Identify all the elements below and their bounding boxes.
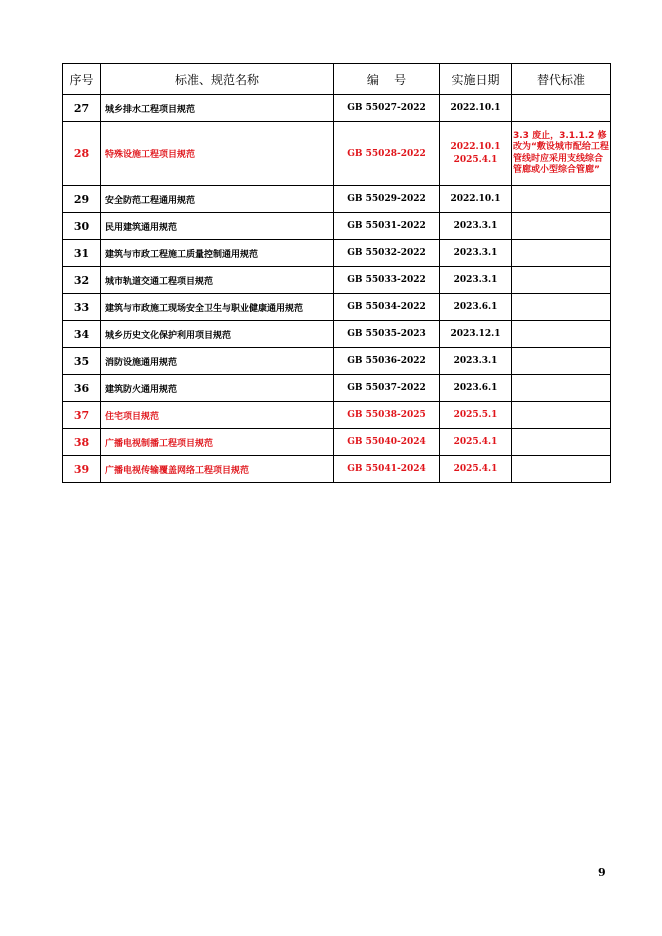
- replacement-standard: [512, 321, 611, 348]
- table-row: [63, 456, 611, 483]
- replacement-standard: [512, 240, 611, 267]
- standard-code: GB 55035-2023: [334, 321, 440, 348]
- table-row: [63, 213, 611, 240]
- table-row: [63, 402, 611, 429]
- row-number: 36: [63, 375, 101, 402]
- replacement-standard: [512, 429, 611, 456]
- header-code: 编 号: [334, 64, 440, 95]
- standard-name: 建筑与市政施工现场安全卫生与职业健康通用规范: [101, 294, 334, 321]
- standard-name: 城市轨道交通工程项目规范: [101, 267, 334, 294]
- row-number: 35: [63, 348, 101, 375]
- standard-name: 建筑与市政工程施工质量控制通用规范: [101, 240, 334, 267]
- date-value: 2023.12.1: [450, 328, 501, 339]
- date-value: 2025.4.1: [453, 436, 498, 447]
- standard-code: GB 55029-2022: [334, 186, 440, 213]
- standard-code: GB 55038-2025: [334, 402, 440, 429]
- table-row: [63, 122, 611, 186]
- standard-name: 消防设施通用规范: [101, 348, 334, 375]
- replacement-standard: [512, 402, 611, 429]
- implementation-date: [440, 402, 512, 429]
- header-row: [63, 64, 611, 95]
- date-value: 2025.4.1: [453, 154, 498, 165]
- table-row: [63, 375, 611, 402]
- header-date: 实施日期: [440, 64, 512, 95]
- date-value: 2025.4.1: [453, 463, 498, 474]
- table-row: [63, 294, 611, 321]
- table-body: [63, 95, 611, 483]
- date-value: 2023.3.1: [453, 247, 498, 258]
- table-header: [63, 64, 611, 95]
- replacement-standard: [512, 186, 611, 213]
- replacement-standard: [512, 95, 611, 122]
- implementation-date: [440, 429, 512, 456]
- standard-name: 建筑防火通用规范: [101, 375, 334, 402]
- standard-name: 住宅项目规范: [101, 402, 334, 429]
- date-value: 2022.10.1: [450, 142, 501, 153]
- implementation-date: [440, 95, 512, 122]
- implementation-date: [440, 294, 512, 321]
- implementation-date: [440, 375, 512, 402]
- standard-code: GB 55031-2022: [334, 213, 440, 240]
- standard-code: GB 55027-2022: [334, 95, 440, 122]
- replacement-standard: 3.3 废止，3.1.1.2 修改为“敷设城市配给工程管线时应采用支线综合管廊或小型综合管廊”: [512, 122, 611, 186]
- table-row: [63, 267, 611, 294]
- table-row: [63, 186, 611, 213]
- implementation-date: [440, 348, 512, 375]
- row-number: 27: [63, 95, 101, 122]
- row-number: 29: [63, 186, 101, 213]
- replacement-standard: [512, 375, 611, 402]
- standard-code: GB 55037-2022: [334, 375, 440, 402]
- implementation-date: [440, 122, 512, 186]
- table-row: [63, 321, 611, 348]
- row-number: 39: [63, 456, 101, 483]
- table-row: [63, 240, 611, 267]
- standard-name: 广播电视制播工程项目规范: [101, 429, 334, 456]
- date-value: 2025.5.1: [453, 409, 498, 420]
- standard-name: 安全防范工程通用规范: [101, 186, 334, 213]
- date-value: 2023.6.1: [453, 301, 498, 312]
- standard-code: GB 55034-2022: [334, 294, 440, 321]
- row-number: 34: [63, 321, 101, 348]
- replacement-standard: [512, 213, 611, 240]
- header-replace: 替代标准: [512, 64, 611, 95]
- replacement-standard: [512, 456, 611, 483]
- standard-code: GB 55032-2022: [334, 240, 440, 267]
- row-number: 28: [63, 122, 101, 186]
- date-value: 2023.3.1: [453, 220, 498, 231]
- standard-code: GB 55041-2024: [334, 456, 440, 483]
- row-number: 33: [63, 294, 101, 321]
- standard-name: 城乡历史文化保护利用项目规范: [101, 321, 334, 348]
- row-number: 32: [63, 267, 101, 294]
- row-number: 38: [63, 429, 101, 456]
- standard-code: GB 55040-2024: [334, 429, 440, 456]
- implementation-date: [440, 267, 512, 294]
- implementation-date: [440, 186, 512, 213]
- standard-name: 城乡排水工程项目规范: [101, 95, 334, 122]
- replacement-standard: [512, 267, 611, 294]
- header-no: 序号: [63, 64, 101, 95]
- implementation-date: [440, 240, 512, 267]
- table-row: [63, 95, 611, 122]
- row-number: 30: [63, 213, 101, 240]
- standard-code: GB 55028-2022: [334, 122, 440, 186]
- header-name: 标准、规范名称: [101, 64, 334, 95]
- table-row: [63, 348, 611, 375]
- date-value: 2023.6.1: [453, 382, 498, 393]
- implementation-date: [440, 456, 512, 483]
- standards-table: [62, 63, 611, 483]
- row-number: 37: [63, 402, 101, 429]
- page-number: 9: [598, 866, 606, 879]
- table-row: [63, 429, 611, 456]
- standard-code: GB 55033-2022: [334, 267, 440, 294]
- standard-name: 广播电视传输覆盖网络工程项目规范: [101, 456, 334, 483]
- row-number: 31: [63, 240, 101, 267]
- date-value: 2022.10.1: [450, 193, 501, 204]
- replacement-standard: [512, 348, 611, 375]
- replacement-standard: [512, 294, 611, 321]
- standard-code: GB 55036-2022: [334, 348, 440, 375]
- standard-name: 特殊设施工程项目规范: [101, 122, 334, 186]
- implementation-date: [440, 321, 512, 348]
- implementation-date: [440, 213, 512, 240]
- standard-name: 民用建筑通用规范: [101, 213, 334, 240]
- date-value: 2022.10.1: [450, 102, 501, 113]
- date-value: 2023.3.1: [453, 355, 498, 366]
- date-value: 2023.3.1: [453, 274, 498, 285]
